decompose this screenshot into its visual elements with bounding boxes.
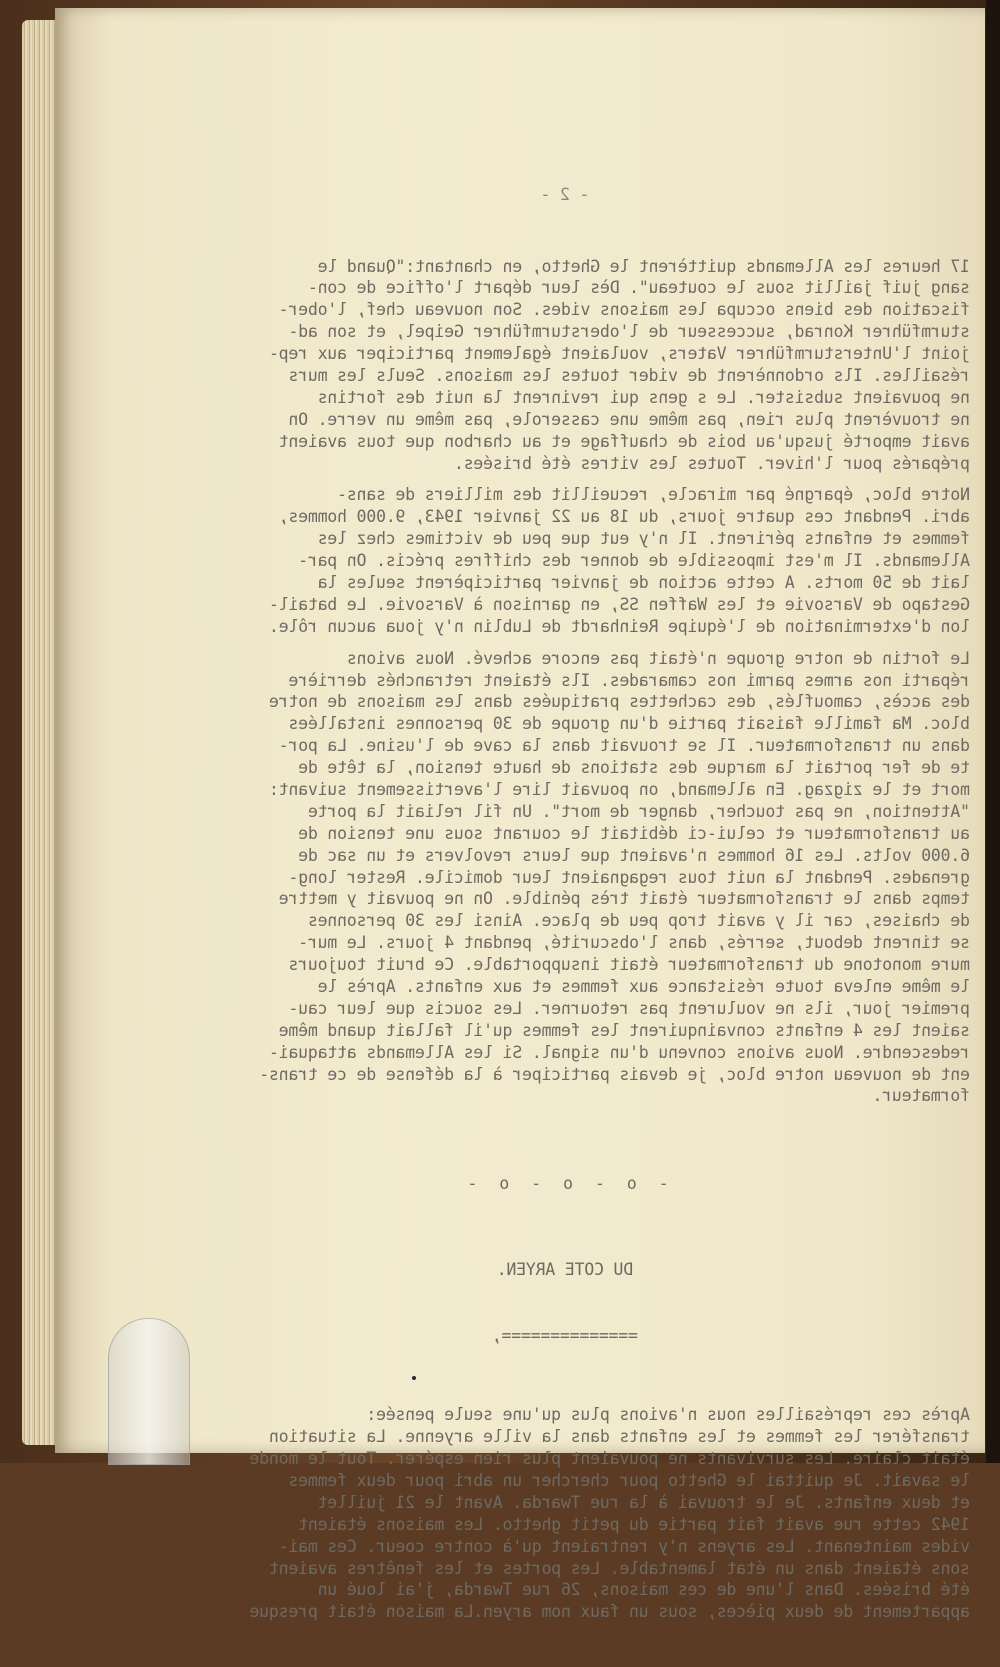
- text-line: dans un transformateur. Il se trouvait dans la cave de l'usine. La por-: [278, 736, 970, 756]
- text-line: premier jour, ils ne voulurent pas retourner. Les soucis que leur cau-: [288, 998, 970, 1018]
- text-line: Allemands. Il m'est impossible de donner des chiffres précis. On par-: [298, 551, 970, 571]
- text-line: était claire. Les survivants ne pouvaient plus rien espérer. Tout le monde: [249, 1449, 970, 1469]
- ink-dot: [412, 1376, 416, 1380]
- text-line: grenades. Pendant la nuit tous regagnaient leur domicile. Rester long-: [288, 867, 970, 887]
- text-line: lait de 50 morts. A cette action de janvier participèrent seules la: [317, 572, 970, 592]
- final-paragraph: [160, 1404, 970, 1623]
- text-line: femmes et enfants périrent. Il n'y eut que peu de victimes chez les: [317, 529, 970, 549]
- text-line: "Attention, ne pas toucher, danger de mort". Un fil reliait la porte: [308, 801, 970, 821]
- text-line: transférer les femmes et les enfants dans la ville aryenne. La situation: [269, 1427, 970, 1447]
- text-line: fiscation des biens occupa les maisons vides. Son nouveau chef, l'ober-: [278, 300, 970, 320]
- text-line: se tinrent debout, serrés, dans l'obscurité, pendant 4 jours. Le mur-: [298, 933, 970, 953]
- text-line: 6.000 volts. Les 16 hommes n'avaient que leurs revolvers et un sac de: [298, 845, 970, 865]
- section-divider: - o - o - o -: [461, 1174, 669, 1194]
- scan-border: [986, 0, 1000, 1463]
- text-line: Gestapo de Varsovie et les Waffen SS, en garnison à Varsovie. Le batail-: [269, 594, 970, 614]
- text-line: temps dans le transformateur était très pénible. On ne pouvait y mettre: [278, 889, 970, 909]
- text-line: ne pouvaient subsister. Le s gens qui revinrent la nuit des fortins: [317, 387, 970, 407]
- text-line: des accès, camouflés, des cachettes pratiquées dans les maisons de notre: [269, 692, 970, 712]
- text-line: préparés pour l'hiver. Toutes les vitres été brisées.: [454, 453, 970, 473]
- paragraph: [160, 484, 970, 637]
- text-line: Notre bloc, épargné par miracle, recueillit des milliers de sans-: [337, 485, 970, 505]
- text-line: sang juif jaillit sous le couteau". Dès leur départ l'office de con-: [308, 278, 970, 298]
- text-line: 1942 cette rue avait fait partie du petit ghetto. Les maisons étaient: [298, 1514, 970, 1534]
- text-line: été brisées. Dans l'une de ces maisons, 26 rue Twarda, j'ai loué un: [317, 1580, 970, 1600]
- section-title-underline: ==============,: [492, 1325, 639, 1345]
- text-line: mort et le zigzag. En allemand, on pouvait lire l'avertissement suivant:: [269, 780, 970, 799]
- paragraphs: [160, 256, 970, 1118]
- text-line: mure monotone du transformateur était insupportable. Ce bruit toujours: [288, 955, 970, 975]
- text-line: Le fortin de notre groupe n'était pas encore achevé. Nous avions: [347, 648, 970, 668]
- text-line: au transformateur et celui-ci débitait le courant sous une tension de: [298, 823, 970, 843]
- page-number: - 2 -: [540, 184, 590, 204]
- text-line: le même enleva toute résistance aux femmes et aux enfants. Après le: [317, 977, 970, 997]
- text-line: Après ces représailles nous n'avions plus qu'une seule pensée:: [366, 1405, 970, 1425]
- show-through-text: [160, 140, 970, 1622]
- paragraph: [160, 256, 970, 475]
- section-title: DU COTE ARYEN.: [496, 1259, 634, 1279]
- text-line: avait emporté jusqu'au bois de chauffage et au charbon que tous avaient: [278, 431, 970, 451]
- text-line: abri. Pendant ces quatre jours, du 18 au 22 janvier 1943, 9.000 hommes,: [278, 507, 970, 527]
- paragraph: [160, 648, 970, 1108]
- text-line: bloc. Ma famille faisait partie d'un groupe de 30 personnes installées: [288, 714, 970, 734]
- text-line: 17 heures les Allemands quittèrent le Ghetto, en chantant:"Quand le: [317, 256, 970, 276]
- text-line: te de fer portait la marque des stations de haute tension, la tête de: [298, 758, 970, 778]
- text-line: joint l'Untersturmführer Vaters, voulaient également participer aux rep-: [269, 344, 970, 364]
- text-line: formateur.: [872, 1086, 970, 1106]
- text-line: redescendre. Nous avions convenu d'un signal. Si les Allemands attaquai-: [269, 1042, 970, 1062]
- text-line: ne trouvèrent plus rien, pas même une casserole, pas même un verre. On: [288, 409, 970, 429]
- page-clip: [108, 1318, 190, 1465]
- text-line: résailles. Ils ordonnèrent de vider toutes les maisons. Seuls les murs: [288, 365, 970, 385]
- text-line: réparti nos armes parmi nos camarades. Ils étaient retranchés derrière: [288, 670, 970, 690]
- text-line: le savait. Je quittai le Ghetto pour chercher un abri pour deux femmes: [288, 1470, 970, 1490]
- text-line: sturmführer Konrad, successeur de l'obersturmführer Geipel, et son ad-: [288, 322, 970, 342]
- text-line: et deux enfants. Je le trouvai à la rue Twarda. Avant le 21 juillet: [317, 1492, 970, 1512]
- text-line: sons étaient dans un état lamentable. Les portes et les fenêtres avaient: [269, 1558, 970, 1578]
- text-line: de chaises, car il y avait trop peu de place. Ainsi les 30 personnes: [308, 911, 970, 931]
- text-line: appartement de deux pièces, sous un faux nom aryen.La maison était presque: [249, 1602, 970, 1622]
- text-line: lon d'extermination de l'équipe Reinhardt de Lublin n'y joua aucun rôle.: [269, 616, 970, 636]
- text-line: ent de nouveau notre bloc, je devais participer à la défense de ce trans-: [259, 1064, 970, 1084]
- text-line: saient les 4 enfants convainquirent les femmes qu'il fallait quand même: [278, 1020, 970, 1040]
- text-line: vides maintenant. Les aryens n'y rentraient qu'à contre coeur. Ces mai-: [278, 1536, 970, 1556]
